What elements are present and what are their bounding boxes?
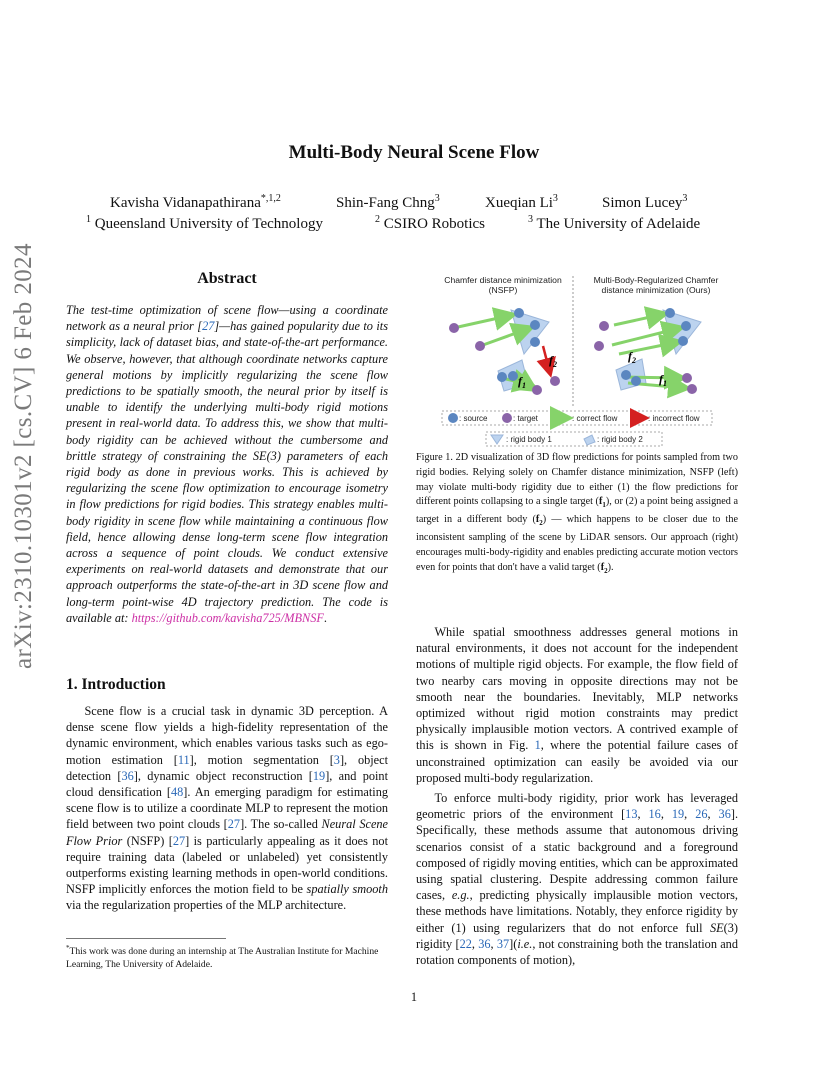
- figure-1-diagram: [416, 266, 746, 452]
- citation-link[interactable]: 36: [718, 807, 731, 822]
- author-1: Kavisha Vidanapathirana$^{*,1,2}$: [110, 193, 281, 211]
- subscript-run: 2: [539, 519, 543, 528]
- text-run: ]. An emerging paradigm for estimating scene flow is to utilize a coordinate MLP to represent the motion field between two point clouds [: [66, 785, 388, 832]
- source-point: [631, 376, 641, 386]
- paper-title: Multi-Body Neural Scene Flow: [288, 142, 540, 163]
- citation-link[interactable]: 37: [496, 936, 510, 951]
- legend-source: : source: [459, 414, 488, 423]
- target-point: [532, 385, 542, 395]
- citation-link[interactable]: 27: [172, 833, 186, 848]
- italic-run: spatially smooth: [306, 882, 388, 897]
- bold-run: f: [600, 561, 605, 573]
- text-run: via the regularization properties of the MLP architecture.: [66, 898, 347, 913]
- footnote: *This work was done during an internship at The Australian Institute for Machine Learning, The University of Adelaide.: [66, 944, 379, 970]
- citation-link[interactable]: 36: [121, 768, 134, 783]
- citation-link[interactable]: 19: [312, 768, 326, 783]
- text-run: ,: [471, 936, 479, 951]
- figure-right-title-line2: distance minimization (Ours): [601, 285, 711, 295]
- target-point: [687, 384, 697, 394]
- text-run: , where the potential failure cases of unconstrained optimization can easily be avoided via our proposed multi-body regularization.: [416, 738, 738, 785]
- source-point: [497, 372, 507, 382]
- text-run: ), or (2) a point being assigned a target in a different body (: [416, 496, 738, 526]
- source-point: [681, 321, 691, 331]
- author-4: Simon Lucey$^3$: [602, 193, 688, 211]
- citation-link[interactable]: 19: [671, 807, 685, 822]
- code-url-link[interactable]: https://github.com/kavisha725/MBNSF: [131, 610, 324, 625]
- affiliation-1: $^1$ Queensland University of Technology: [86, 214, 323, 232]
- source-point: [530, 337, 540, 347]
- figure-right-title-line1: Multi-Body-Regularized Chamfer: [593, 275, 719, 285]
- text-run: , not constraining both the translation and rotation components of motion),: [416, 936, 738, 968]
- text-run: ], and point cloud densification [: [66, 768, 388, 800]
- citation-link[interactable]: 13: [625, 807, 638, 822]
- right-column-text: [416, 624, 738, 968]
- author-2: Shin-Fang Chng$^3$: [336, 193, 440, 211]
- citation-link[interactable]: 48: [170, 785, 184, 800]
- legend-correct: : correct flow: [572, 414, 618, 423]
- citation-link[interactable]: 27: [227, 817, 241, 832]
- bold-run: f: [598, 496, 603, 508]
- text-run: ](: [509, 936, 518, 951]
- text-run: , predicting physically implausible motion vectors, these methods have limitations. Notably, they enforce rigidity by either (1) using regularizers that do not enforce full: [416, 888, 738, 935]
- source-point: [621, 370, 631, 380]
- legend-rigid-body-1: : rigid body 1: [506, 435, 552, 444]
- citation-link[interactable]: 22: [459, 936, 472, 951]
- italic-run: SE: [709, 920, 724, 935]
- target-point: [682, 373, 692, 383]
- left-panel: [449, 308, 560, 395]
- introduction-paragraph: [66, 703, 388, 914]
- text-run: ]. Specifically, these methods assume that autonomous driving scenarios consist of a static background and a foreground composed of rigidly moving entities, which can be approximated using spatial clustering. Despite addressing common failure cases,: [416, 807, 739, 903]
- label-f1-right: $f_1$: [659, 372, 667, 388]
- abstract-heading: Abstract: [197, 270, 257, 287]
- text-run: While spatial smoothness addresses general motions in natural environments, it does not account for the independent motions of multiple rigid objects. For example, the flow field of two nearby cars moving in opposite directions may not be smooth near the boundaries. Inevitably, MLP networks optimized without rigid motion constraints may predict physically implausible motion vectors. A contrived example of this is shown in Fig.: [416, 625, 738, 753]
- text-run: To enforce multi-body rigidity, prior work has leveraged geometric priors of the environment [: [416, 791, 738, 822]
- source-point: [665, 308, 675, 318]
- figure-left-title-line2: (NSFP): [488, 285, 518, 295]
- citation-link[interactable]: 27: [202, 319, 215, 334]
- section-heading-introduction: 1. Introduction: [66, 676, 166, 693]
- target-point: [594, 341, 604, 351]
- text-run: ], dynamic object reconstruction [: [133, 768, 313, 783]
- text-run: ], object detection [: [66, 752, 388, 783]
- text-run: ) — which happens to be closer due to the inconsistent sampling of the scene by LiDAR sensors. Our approach (right) encourages multi-body-rigidity and enables predicting accurate motion vectors even for points that don't have a valid target (: [416, 514, 738, 573]
- target-point: [599, 321, 609, 331]
- text-run: ], motion segmentation [: [189, 752, 334, 767]
- footnote-divider: [66, 938, 226, 939]
- text-run: ,: [660, 807, 672, 822]
- citation-link[interactable]: 3: [333, 752, 340, 767]
- legend-target: : target: [513, 414, 538, 423]
- legend-rigid-body-2: : rigid body 2: [597, 435, 643, 444]
- arxiv-sidebar-stamp: arXiv:2310.10301v2 [cs.CV] 6 Feb 2024: [10, 243, 37, 669]
- label-f2-left: $f_2$: [549, 353, 557, 369]
- citation-link[interactable]: 11: [177, 752, 190, 767]
- right-panel: [594, 308, 701, 394]
- text-run: ,: [490, 936, 497, 951]
- citation-link[interactable]: 1: [534, 738, 541, 753]
- label-f2-right: $f_2$: [628, 349, 636, 365]
- text-run: ,: [707, 807, 719, 822]
- text-run: (NSFP) [: [122, 833, 173, 848]
- text-run: ]. The so-called: [240, 817, 322, 832]
- text-run: Figure 1. 2D visualization of 3D flow predictions for points sampled from two rigid bodies. Relying solely on Chamfer distance minimization, NSFP (left) may violate multi-body rigidity due to either (1) the flow predictions for different points collapsing to a single target (: [416, 452, 738, 508]
- citation-link[interactable]: 26: [695, 807, 708, 822]
- figure-1-caption: [416, 451, 738, 578]
- subscript-run: 2: [604, 566, 608, 575]
- italic-run: Neural Scene Flow Prior: [66, 817, 389, 848]
- subscript-run: 1: [602, 501, 606, 510]
- abstract-text: The test-time optimization of scene flow—using a coordinate network as a neural prior [27]—has gained popularity due to its simplicity, lack of dataset bias, and state-of-the-art performance. We observe, however, that although coordinate networks capture general motions by implicitly regularizing the scene flow predictions to be spatially smooth, the neural prior by itself is unable to identify the underlying multi-body rigid motions present in real-world data. To address this, we show that multi-body rigidity can be achieved without the cumbersome and brittle strategy of constraining the SE(3) parameters of each rigid body as done in previous works. This is achieved by regularizing the scene flow optimization to encourage isometry in flow predictions for rigid bodies. This strategy enables multi-body rigidity in scene flow while maintaining a continuous flow field, hence allowing dense long-term scene flow integration across a sequence of point clouds. We conduct extensive experiments on real-world datasets and demonstrate that our approach outperforms the state-of-the-art in 3D scene flow and long-term point-wise 4D trajectory prediction. The code is available at: https://github.com/kavisha725/MBNSF.: [66, 303, 388, 625]
- legend-rigid-body-2-icon: [584, 435, 595, 445]
- text-run: ,: [684, 807, 696, 822]
- italic-run: e.g.: [451, 888, 470, 903]
- paragraph: [416, 624, 738, 786]
- legend-incorrect: : incorrect flow: [648, 414, 700, 423]
- author-3: Xueqian Li$^3$: [485, 193, 558, 211]
- text-run: ] is particularly appealing as it does not require training data (labeled or unlabeled) yet consistently outperforms existing learning methods in open-world conditions. NSFP implicitly enforces the motion field to be: [66, 833, 388, 897]
- paragraph: [416, 790, 738, 968]
- source-point: [530, 320, 540, 330]
- legend-rigid-body-1-icon: [491, 435, 503, 444]
- italic-run: i.e.: [517, 936, 533, 951]
- source-point: [678, 336, 688, 346]
- bold-run: f: [535, 514, 540, 526]
- label-f1-left: $f_1$: [518, 374, 526, 390]
- legend-source-icon: [448, 413, 458, 423]
- affiliation-3: $^3$ The University of Adelaide: [528, 214, 701, 232]
- source-point: [514, 308, 524, 318]
- text-run: ,: [637, 807, 649, 822]
- target-point: [475, 341, 485, 351]
- target-point: [550, 376, 560, 386]
- figure-left-title-line1: Chamfer distance minimization: [444, 275, 562, 285]
- text-run: Scene flow is a crucial task in dynamic 3D perception. A dense scene flow yields a high-fidelity representation of the dynamic environment, which enables various tasks such as ego-motion estimation [: [66, 704, 388, 767]
- legend-target-icon: [502, 413, 512, 423]
- text-run: ).: [607, 561, 614, 573]
- text-run: (3) rigidity [: [416, 920, 738, 951]
- introduction-body: [66, 703, 388, 914]
- source-point: [508, 371, 518, 381]
- affiliation-2: $^2$ CSIRO Robotics: [375, 214, 486, 232]
- citation-link[interactable]: 16: [648, 807, 661, 822]
- page-number: 1: [410, 990, 418, 1004]
- target-point: [449, 323, 459, 333]
- citation-link[interactable]: 36: [478, 936, 491, 951]
